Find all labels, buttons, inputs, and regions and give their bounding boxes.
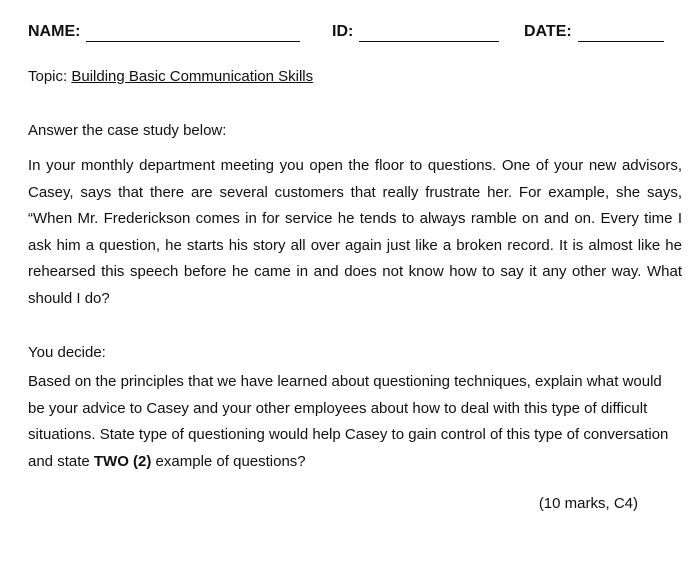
- topic-line: [28, 67, 313, 87]
- name-label: NAME:: [28, 23, 81, 40]
- task-emphasis: TWO (2): [93, 452, 152, 470]
- topic-label: Topic:: [28, 68, 68, 85]
- date-label: DATE:: [524, 23, 572, 40]
- name-blank-line[interactable]: [86, 23, 300, 42]
- id-blank-line[interactable]: [359, 23, 499, 42]
- task-text-before: Based on the principles that we have learned about questioning techniques, explain what would be your advice to Casey and your other employees about how to deal with this type of difficult situations. State type of questioning would help Casey to gain control of this type of conversation and state: [28, 373, 669, 470]
- id-label: ID:: [332, 23, 354, 40]
- task-text-after: example of questions?: [151, 452, 306, 470]
- instruction-text: Answer the case study below:: [28, 122, 227, 139]
- task-paragraph: [28, 369, 682, 475]
- id-field: [332, 22, 499, 42]
- date-blank-line[interactable]: [578, 23, 664, 42]
- task-label: You decide:: [28, 344, 106, 361]
- marks-allocation: (10 marks, C4): [538, 495, 638, 512]
- student-info-header: [28, 22, 673, 46]
- topic-title: Building Basic Communication Skills: [71, 68, 314, 85]
- name-field: [28, 22, 300, 42]
- case-study-paragraph: In your monthly department meeting you open the floor to questions. One of your new advisors, Casey, says that there are several customers that really frustrate her. For example, she says, “When Mr. Frederickson comes in for service he tends to always ramble on and on. Every time I ask him a question, he starts his story all over again just like a broken record. It is almost like he rehearsed this speech before he came in and does not know how to say it any other way. What should I do?: [28, 157, 682, 307]
- date-field: [524, 22, 664, 42]
